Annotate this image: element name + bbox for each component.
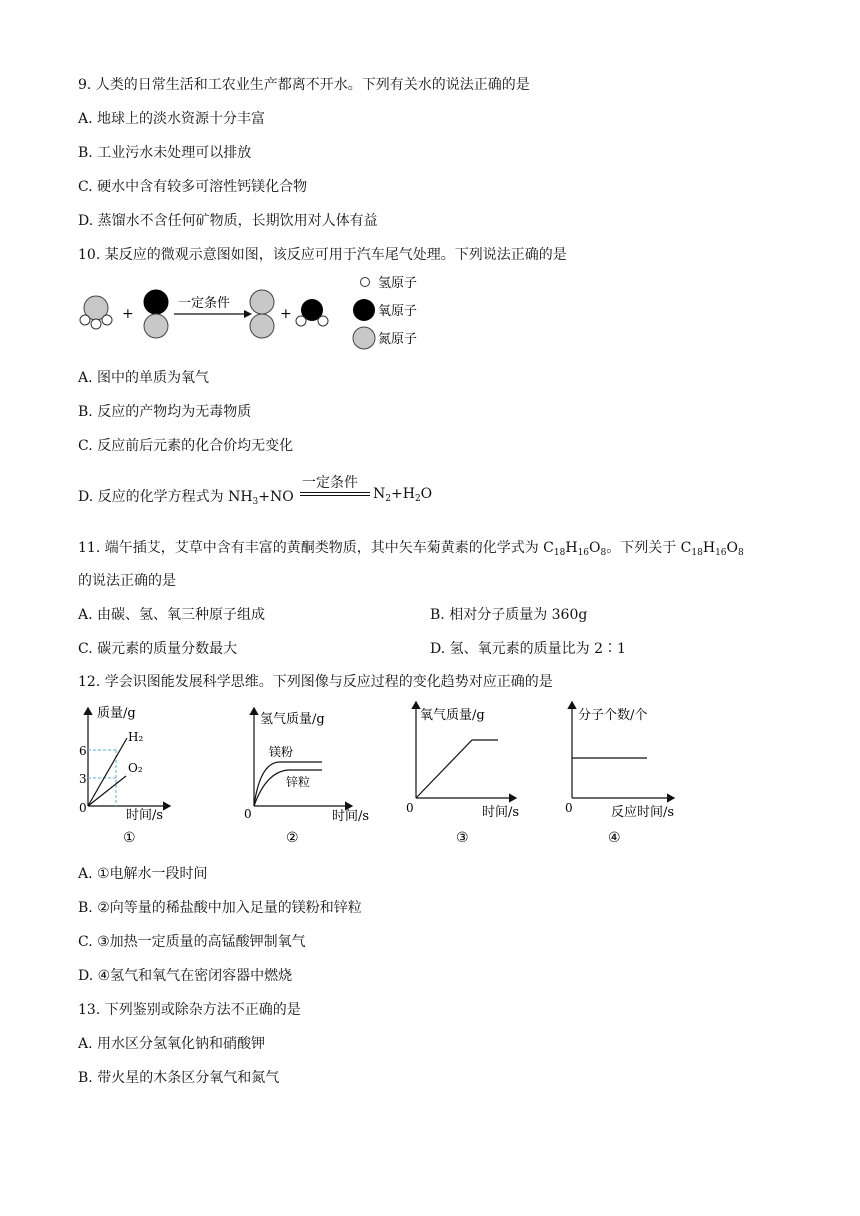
q12-option-c: C. ③加热一定质量的高锰酸钾制氧气 <box>78 934 306 950</box>
q9-stem: 9. 人类的日常生活和工农业生产都离不开水。下列有关水的说法正确的是 <box>78 77 530 93</box>
svg-text:时间/s: 时间/s <box>332 809 370 824</box>
svg-text:质量/g: 质量/g <box>97 706 136 721</box>
svg-text:6: 6 <box>79 744 87 758</box>
q11-option-c: C. 碳元素的质量分数最大 <box>78 641 238 657</box>
svg-text:0: 0 <box>79 801 87 815</box>
svg-text:锌粒: 锌粒 <box>286 775 311 789</box>
q12-graphs <box>70 700 690 850</box>
svg-text:氢气质量/g: 氢气质量/g <box>260 712 325 727</box>
q12-option-a: A. ①电解水一段时间 <box>78 866 208 882</box>
svg-text:H₂: H₂ <box>128 730 144 744</box>
q11-stem: 11. 端午插艾，艾草中含有丰富的黄酮类物质，其中矢车菊黄素的化学式为 $C_{18}H_{16}O_8$。下列关于 $C_{18}H_{16}O_8$ <box>78 540 744 558</box>
graph-2 <box>244 708 369 846</box>
hydrogen-atom-icon <box>361 278 370 287</box>
q11-stem-cont: 的说法正确的是 <box>78 573 176 589</box>
svg-text:时间/s: 时间/s <box>126 808 164 823</box>
graph-1 <box>79 706 170 846</box>
svg-text:0: 0 <box>406 801 414 815</box>
nitric-oxide-molecule <box>144 290 168 338</box>
svg-text:反应时间/s: 反应时间/s <box>611 805 675 820</box>
plus-sign-1: + <box>122 306 134 322</box>
line-o2 <box>88 776 126 806</box>
q11-option-d: D. 氢、氧元素的质量比为 2∶1 <box>430 641 626 657</box>
ammonia-molecule <box>80 296 112 329</box>
q10-option-a: A. 图中的单质为氧气 <box>78 370 210 386</box>
svg-text:氧气质量/g: 氧气质量/g <box>420 708 485 723</box>
svg-text:时间/s: 时间/s <box>482 805 520 820</box>
nitrogen-atom-icon <box>353 327 375 349</box>
reaction-diagram <box>76 272 436 354</box>
svg-text:②: ② <box>286 830 299 846</box>
svg-text:分子个数/个: 分子个数/个 <box>578 708 648 723</box>
q10-stem: 10. 某反应的微观示意图如图，该反应可用于汽车尾气处理。下列说法正确的是 <box>78 247 567 263</box>
svg-text:镁粉: 镁粉 <box>269 745 294 759</box>
graph-3 <box>406 702 519 846</box>
q12-option-d: D. ④氢气和氧气在密闭容器中燃烧 <box>78 968 293 984</box>
line-o2-mass <box>416 740 498 798</box>
plus-sign-2: + <box>280 306 292 322</box>
q11-option-a: A. 由碳、氢、氧三种原子组成 <box>78 607 266 623</box>
water-molecule <box>296 299 328 326</box>
q10-option-c: C. 反应前后元素的化合价均无变化 <box>78 438 294 454</box>
q9-option-b: B. 工业污水未处理可以排放 <box>78 145 252 161</box>
svg-text:0: 0 <box>244 807 252 821</box>
legend-nitrogen: 氮原子 <box>378 332 418 347</box>
oxygen-atom-icon <box>353 299 375 321</box>
svg-text:①: ① <box>123 830 136 846</box>
q9-option-c: C. 硬水中含有较多可溶性钙镁化合物 <box>78 179 308 195</box>
line-h2 <box>88 738 127 806</box>
svg-text:0: 0 <box>565 801 573 815</box>
legend-oxygen: 氧原子 <box>378 304 418 319</box>
arrow-head-icon <box>244 310 252 318</box>
q9-option-a: A. 地球上的淡水资源十分丰富 <box>78 111 266 127</box>
q13-option-a: A. 用水区分氢氧化钠和硝酸钾 <box>78 1036 266 1052</box>
svg-text:④: ④ <box>608 830 621 846</box>
q10-option-b: B. 反应的产物均为无毒物质 <box>78 404 252 420</box>
svg-text:O₂: O₂ <box>128 761 143 775</box>
svg-text:3: 3 <box>79 772 87 786</box>
q13-stem: 13. 下列鉴别或除杂方法不正确的是 <box>78 1002 301 1018</box>
nitrogen-molecule <box>250 290 274 338</box>
q12-stem: 12. 学会识图能发展科学思维。下列图像与反应过程的变化趋势对应正确的是 <box>78 674 553 690</box>
graph-4 <box>565 702 674 846</box>
legend <box>353 276 417 349</box>
arrow-condition: 一定条件 <box>178 296 231 311</box>
q12-option-b: B. ②向等量的稀盐酸中加入足量的镁粉和锌粒 <box>78 900 362 916</box>
equation-condition: 一定条件 <box>302 475 358 491</box>
q9-option-d: D. 蒸馏水不含任何矿物质，长期饮用对人体有益 <box>78 213 378 229</box>
svg-text:③: ③ <box>456 830 469 846</box>
q13-option-b: B. 带火星的木条区分氧气和氮气 <box>78 1070 280 1086</box>
legend-hydrogen: 氢原子 <box>378 276 418 291</box>
q11-option-b: B. 相对分子质量为 360g <box>430 607 588 623</box>
